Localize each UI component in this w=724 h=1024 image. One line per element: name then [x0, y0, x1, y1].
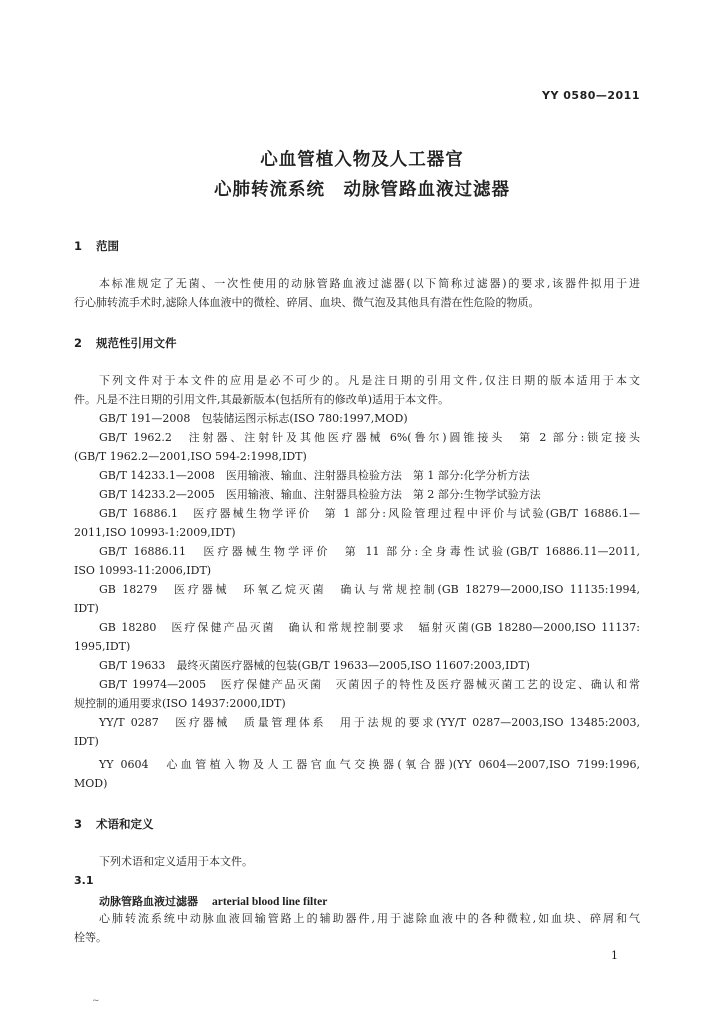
paragraph-line: 本标准规定了无菌、一次性使用的动脉管路血液过滤器(以下简称过滤器)的要求,该器件拟用于进: [99, 277, 640, 290]
paragraph-line: 件。凡是不注日期的引用文件,其最新版本(包括所有的修改单)适用于本文件。: [74, 393, 450, 406]
reference-line: IDT): [74, 602, 99, 615]
section-number: 1: [74, 239, 83, 253]
term-english: arterial blood line filter: [212, 896, 328, 908]
paragraph-line: 下列文件对于本文件的应用是必不可少的。凡是注日期的引用文件,仅注日期的版本适用于本文: [99, 374, 640, 387]
document-title-line-1: 心血管植入物及人工器官: [260, 150, 464, 170]
reference-line: 2011,ISO 10993-1:2009,IDT): [74, 526, 236, 539]
reference-line: GB/T 19974—2005 医疗保健产品灭菌 灭菌因子的特性及医疗器械灭菌工艺的设定、确认和常: [99, 678, 640, 691]
reference-line: GB/T 14233.2—2005 医用输液、输血、注射器具检验方法 第 2 部分:生物学试验方法: [99, 488, 541, 501]
reference-line: GB 18279 医疗器械 环氧乙烷灭菌 确认与常规控制(GB 18279—2000,ISO 11135:1994,: [99, 583, 640, 596]
reference-line: GB/T 1962.2 注射器、注射针及其他医疗器械 6%(鲁尔)圆锥接头 第 2 部分:锁定接头: [99, 431, 640, 444]
reference-line: YY/T 0287 医疗器械 质量管理体系 用于法规的要求(YY/T 0287—2003,ISO 13485:2003,: [99, 716, 640, 729]
reference-line: IDT): [74, 735, 99, 748]
section-number: 3: [74, 817, 83, 831]
reference-line: GB/T 16886.1 医疗器械生物学评价 第 1 部分:风险管理过程中评价与试验(GB/T 16886.1—: [99, 507, 640, 520]
section-number: 2: [74, 336, 83, 350]
definition-line: 心肺转流系统中动脉血液回输管路上的辅助器件,用于滤除血液中的各种微粒,如血块、碎屑和气: [99, 912, 640, 925]
reference-line: GB/T 19633 最终灭菌医疗器械的包装(GB/T 19633—2005,ISO 11607:2003,IDT): [99, 659, 530, 672]
term-entry: [99, 893, 327, 909]
scan-mark: ~: [92, 996, 100, 1006]
section-heading-terms-and-definitions: [74, 816, 154, 832]
section-heading-normative-references: [74, 335, 177, 351]
paragraph-line: 行心肺转流手术时,滤除人体血液中的微栓、碎屑、血块、微气泡及其他具有潜在性危险的物质。: [74, 296, 540, 309]
reference-line: ISO 10993-11:2006,IDT): [74, 564, 212, 577]
section-title: 范围: [96, 239, 119, 253]
page-number: 1: [611, 949, 618, 962]
term-chinese: 动脉管路血液过滤器: [99, 895, 198, 908]
clause-number: 3.1: [74, 874, 94, 887]
reference-line: (GB/T 1962.2—2001,ISO 594-2:1998,IDT): [74, 450, 307, 463]
section-title: 规范性引用文件: [96, 336, 177, 350]
reference-line: GB 18280 医疗保健产品灭菌 确认和常规控制要求 辐射灭菌(GB 18280—2000,ISO 11137:: [99, 621, 640, 634]
section-title: 术语和定义: [96, 817, 154, 831]
reference-line: MOD): [74, 777, 108, 790]
reference-line: 1995,IDT): [74, 640, 131, 653]
reference-line: GB/T 191—2008 包装储运图示标志(ISO 780:1997,MOD): [99, 412, 408, 425]
reference-line: 规控制的通用要求(ISO 14937:2000,IDT): [74, 697, 286, 710]
paragraph-line: 下列术语和定义适用于本文件。: [99, 855, 253, 868]
standard-code: YY 0580—2011: [542, 89, 640, 102]
document-title-line-2: 心肺转流系统 动脉管路血液过滤器: [214, 180, 510, 200]
reference-line: YY 0604 心血管植入物及人工器官血气交换器(氧合器)(YY 0604—2007,ISO 7199:1996,: [99, 758, 640, 771]
reference-line: GB/T 16886.11 医疗器械生物学评价 第 11 部分:全身毒性试验(GB/T 16886.11—2011,: [99, 545, 640, 558]
reference-line: GB/T 14233.1—2008 医用输液、输血、注射器具检验方法 第 1 部分:化学分析方法: [99, 469, 530, 482]
definition-line: 栓等。: [74, 931, 107, 944]
section-heading-scope: [74, 238, 119, 254]
